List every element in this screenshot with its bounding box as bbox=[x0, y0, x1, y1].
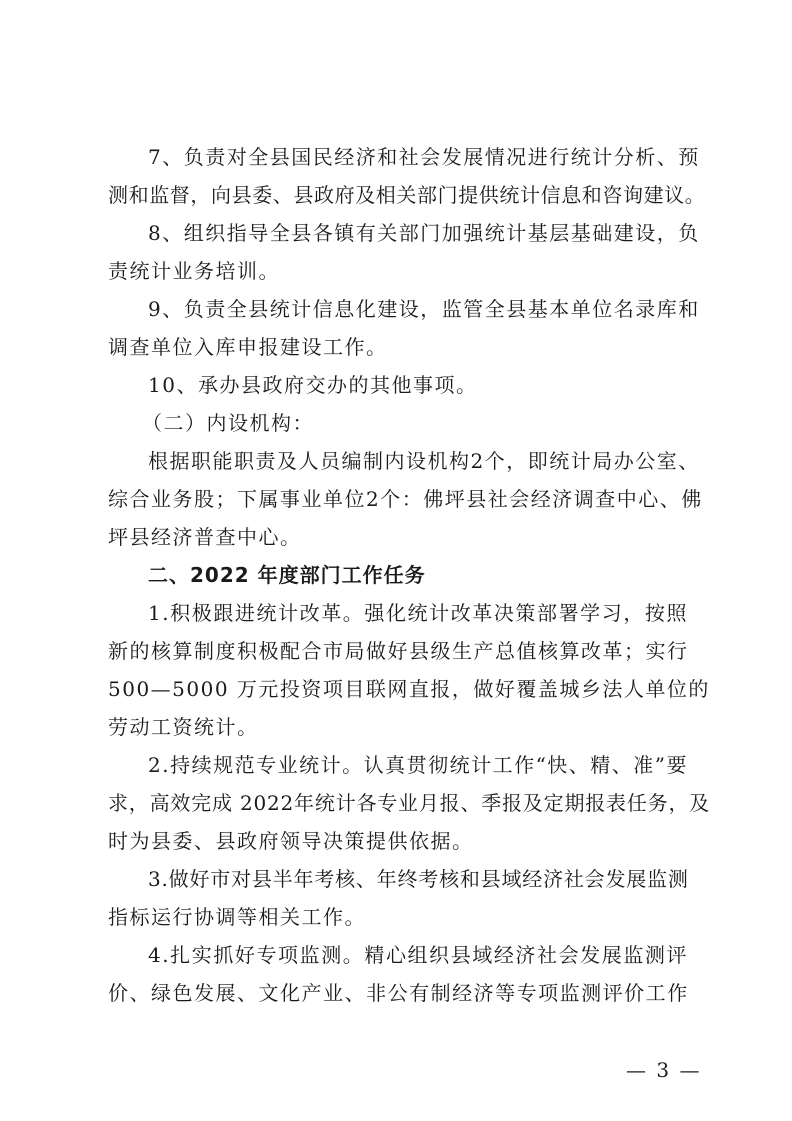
paragraph-line: 责统计业务培训。 bbox=[108, 259, 280, 283]
paragraph-line: 4.扎实抓好专项监测。精心组织县域经济社会发展监测评 bbox=[148, 943, 688, 967]
paragraph-line: 指标运行协调等相关工作。 bbox=[108, 905, 366, 929]
paragraph-line: 新的核算制度积极配合市局做好县级生产总值核算改革；实行 bbox=[108, 639, 689, 663]
paragraph-line: 500—5000 万元投资项目联网直报，做好覆盖城乡法人单位的 bbox=[108, 677, 710, 701]
section-subheading: （二）内设机构： bbox=[142, 411, 314, 435]
paragraph-line: 调查单位入库申报建设工作。 bbox=[108, 335, 388, 359]
paragraph-line: 坪县经济普查中心。 bbox=[108, 525, 302, 549]
section-heading: 二、2022 年度部门工作任务 bbox=[148, 563, 426, 587]
paragraph-line: 根据职能职责及人员编制内设机构2个，即统计局办公室、 bbox=[148, 449, 700, 473]
paragraph-line: 2.持续规范专业统计。认真贯彻统计工作“快、精、准”要 bbox=[148, 753, 689, 777]
paragraph-line: 劳动工资统计。 bbox=[108, 715, 259, 739]
paragraph-line: 9、负责全县统计信息化建设，监管全县基本单位名录库和 bbox=[148, 297, 700, 321]
page-number: — 3 — bbox=[626, 1058, 702, 1082]
paragraph-line: 求，高效完成 2022年统计各专业月报、季报及定期报表任务，及 bbox=[108, 791, 711, 815]
paragraph-line: 时为县委、县政府领导决策提供依据。 bbox=[108, 829, 474, 853]
paragraph-line: 8、组织指导全县各镇有关部门加强统计基层基础建设，负 bbox=[148, 221, 700, 245]
paragraph-line: 1.积极跟进统计改革。强化统计改革决策部署学习，按照 bbox=[148, 601, 688, 625]
paragraph-line: 7、负责对全县国民经济和社会发展情况进行统计分析、预 bbox=[148, 145, 700, 169]
paragraph-line: 价、绿色发展、文化产业、非公有制经济等专项监测评价工作 bbox=[108, 981, 688, 1005]
paragraph-line: 10、承办县政府交办的其他事项。 bbox=[148, 373, 478, 397]
paragraph-line: 综合业务股；下属事业单位2个：佛坪县社会经济调查中心、佛 bbox=[108, 487, 703, 511]
paragraph-line: 测和监督，向县委、县政府及相关部门提供统计信息和咨询建议。 bbox=[108, 183, 706, 207]
paragraph-line: 3.做好市对县半年考核、年终考核和县域经济社会发展监测 bbox=[148, 867, 689, 891]
